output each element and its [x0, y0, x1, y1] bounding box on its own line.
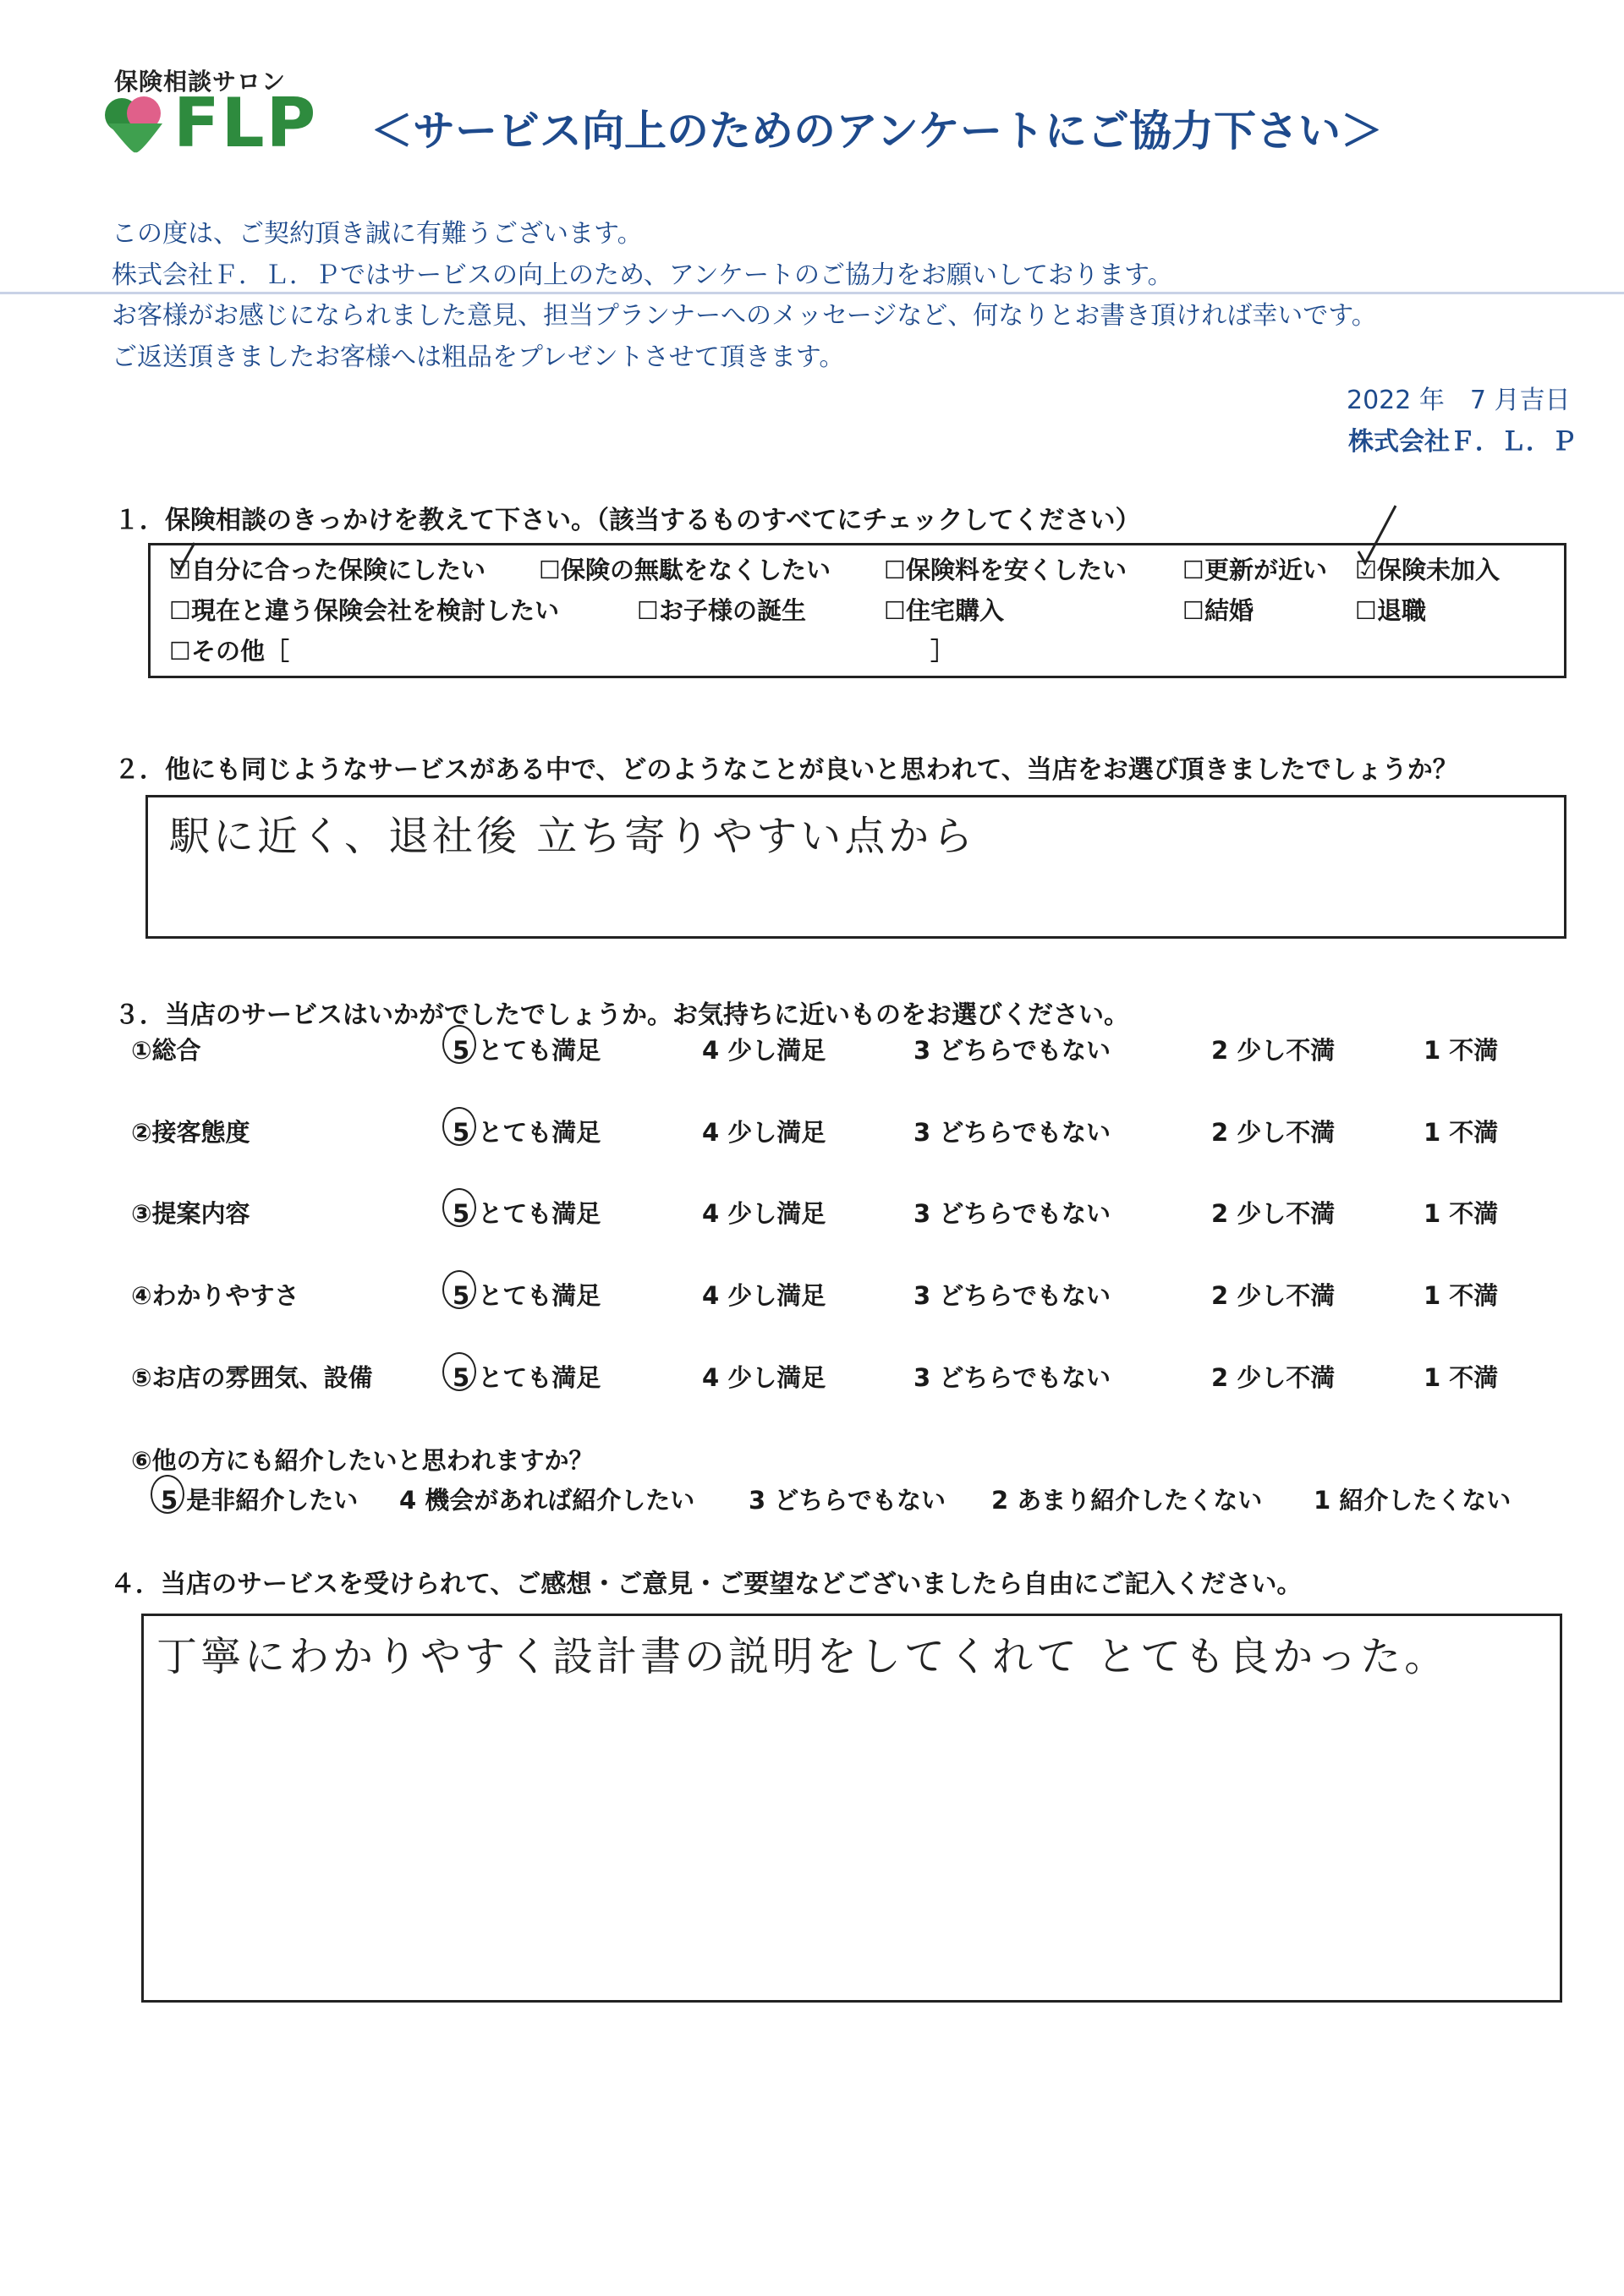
- referral-option-1[interactable]: 1 紹介したくない: [1314, 1486, 1512, 1515]
- rating-option-1[interactable]: 1 不満: [1424, 1363, 1499, 1392]
- q1-option-child[interactable]: ☐お子様の誕生: [637, 596, 806, 625]
- rating-option-3[interactable]: 3 どちらでもない: [914, 1118, 1111, 1147]
- rating-option-5[interactable]: 5 とても満足: [453, 1118, 601, 1147]
- rating-option-3[interactable]: 3 どちらでもない: [914, 1363, 1111, 1392]
- q4-question: ４．当店のサービスを受けられて、ご感想・ご意見・ご要望などございましたら自由にご記入ください。: [110, 1570, 1303, 1599]
- intro-line: 株式会社Ｆ．Ｌ．Ｐではサービスの向上のため、アンケートのご協力をお願いしております。: [112, 260, 1173, 290]
- heart-logo-icon: [100, 95, 171, 154]
- rating-option-1[interactable]: 1 不満: [1424, 1118, 1499, 1147]
- q2-handwritten-answer: 駅に近く、退社後 立ち寄りやすい点から: [169, 813, 977, 860]
- intro-text: [112, 214, 1377, 378]
- rating-option-2[interactable]: 2 少し不満: [1211, 1118, 1336, 1147]
- rating-option-1[interactable]: 1 不満: [1424, 1281, 1499, 1310]
- intro-line: お客様がお感じになられました意見、担当プランナーへのメッセージなど、何なりとお書き頂ければ幸いです。: [112, 301, 1377, 331]
- q1-question: １．保険相談のきっかけを教えて下さい。（該当するものすべてにチェックしてください）: [114, 506, 1141, 535]
- rating-option-4[interactable]: 4 少し満足: [702, 1199, 826, 1228]
- handwritten-check-icon: [1353, 502, 1404, 570]
- selected-circle: [442, 1352, 476, 1391]
- q3-referral-question: ⑥他の方にも紹介したいと思われますか？: [131, 1446, 594, 1475]
- rating-option-4[interactable]: 4 少し満足: [702, 1036, 826, 1065]
- intro-line: ご返送頂きましたお客様へは粗品をプレゼントさせて頂きます。: [112, 342, 845, 372]
- q4-handwritten-answer: 丁寧にわかりやすく設計書の説明をしてくれて とても良かった。: [156, 1633, 1449, 1680]
- q1-option-waste[interactable]: ☐保険の無駄をなくしたい: [539, 556, 831, 584]
- rating-item-label: ④わかりやすさ: [131, 1281, 299, 1310]
- rating-option-4[interactable]: 4 少し満足: [702, 1281, 826, 1310]
- page-title: ＜サービス向上のためのアンケートにご協力下さい＞: [370, 107, 1383, 156]
- q1-option-uninsured[interactable]: ☑保険未加入: [1355, 556, 1500, 584]
- logo-text: FLP: [173, 84, 318, 162]
- rating-item-label: ③提案内容: [131, 1199, 250, 1228]
- q3-question: ３．当店のサービスはいかがでしたでしょうか。お気持ちに近いものをお選びください。: [114, 1000, 1129, 1030]
- referral-option-4[interactable]: 4 機会があれば紹介したい: [399, 1486, 695, 1515]
- q1-other-close: ］: [930, 637, 956, 666]
- rating-option-4[interactable]: 4 少し満足: [702, 1118, 826, 1147]
- rating-item-label: ①総合: [131, 1036, 201, 1065]
- q1-option-other-company[interactable]: ☐現在と違う保険会社を検討したい: [169, 596, 559, 625]
- date: 2022 年 7 月吉日: [1347, 386, 1571, 415]
- rating-option-3[interactable]: 3 どちらでもない: [914, 1281, 1111, 1310]
- rating-item-label: ②接客態度: [131, 1118, 250, 1147]
- rating-option-2[interactable]: 2 少し不満: [1211, 1363, 1336, 1392]
- q1-option-premium[interactable]: ☐保険料を安くしたい: [884, 556, 1127, 584]
- company-name: 株式会社Ｆ．Ｌ．Ｐ: [1348, 427, 1577, 457]
- referral-option-2[interactable]: 2 あまり紹介したくない: [991, 1486, 1263, 1515]
- rating-option-5[interactable]: 5 とても満足: [453, 1281, 601, 1310]
- q1-option-renewal[interactable]: ☐更新が近い: [1182, 556, 1327, 584]
- referral-option-5[interactable]: 5 是非紹介したい: [161, 1486, 359, 1515]
- rating-option-5[interactable]: 5 とても満足: [453, 1199, 601, 1228]
- handwritten-check-icon: [166, 538, 200, 575]
- rating-option-2[interactable]: 2 少し不満: [1211, 1281, 1336, 1310]
- q1-option-other[interactable]: ☐その他［: [169, 637, 289, 666]
- rating-option-1[interactable]: 1 不満: [1424, 1199, 1499, 1228]
- rating-option-5[interactable]: 5 とても満足: [453, 1036, 601, 1065]
- q1-option-house[interactable]: ☐住宅購入: [884, 596, 1004, 625]
- rating-option-5[interactable]: 5 とても満足: [453, 1363, 601, 1392]
- scan-rule: [0, 292, 1624, 294]
- q1-option-fit[interactable]: ☑自分に合った保険にしたい: [169, 556, 486, 584]
- selected-circle: [151, 1475, 184, 1514]
- selected-circle: [442, 1188, 476, 1227]
- q2-question: ２．他にも同じようなサービスがある中で、どのようなことが良いと思われて、当店をお選び頂きましたでしょうか？: [114, 755, 1458, 785]
- rating-option-1[interactable]: 1 不満: [1424, 1036, 1499, 1065]
- rating-item-label: ⑤お店の雰囲気、設備: [131, 1363, 373, 1392]
- q1-option-marriage[interactable]: ☐結婚: [1182, 596, 1254, 625]
- rating-option-2[interactable]: 2 少し不満: [1211, 1036, 1336, 1065]
- q1-option-retirement[interactable]: ☐退職: [1355, 596, 1426, 625]
- rating-option-3[interactable]: 3 どちらでもない: [914, 1199, 1111, 1228]
- intro-line: この度は、ご契約頂き誠に有難うございます。: [112, 219, 643, 249]
- selected-circle: [442, 1025, 476, 1064]
- rating-option-3[interactable]: 3 どちらでもない: [914, 1036, 1111, 1065]
- referral-option-3[interactable]: 3 どちらでもない: [749, 1486, 946, 1515]
- rating-option-4[interactable]: 4 少し満足: [702, 1363, 826, 1392]
- selected-circle: [442, 1107, 476, 1146]
- logo-subtitle: 保険相談サロン: [114, 68, 287, 96]
- selected-circle: [442, 1270, 476, 1309]
- rating-option-2[interactable]: 2 少し不満: [1211, 1199, 1336, 1228]
